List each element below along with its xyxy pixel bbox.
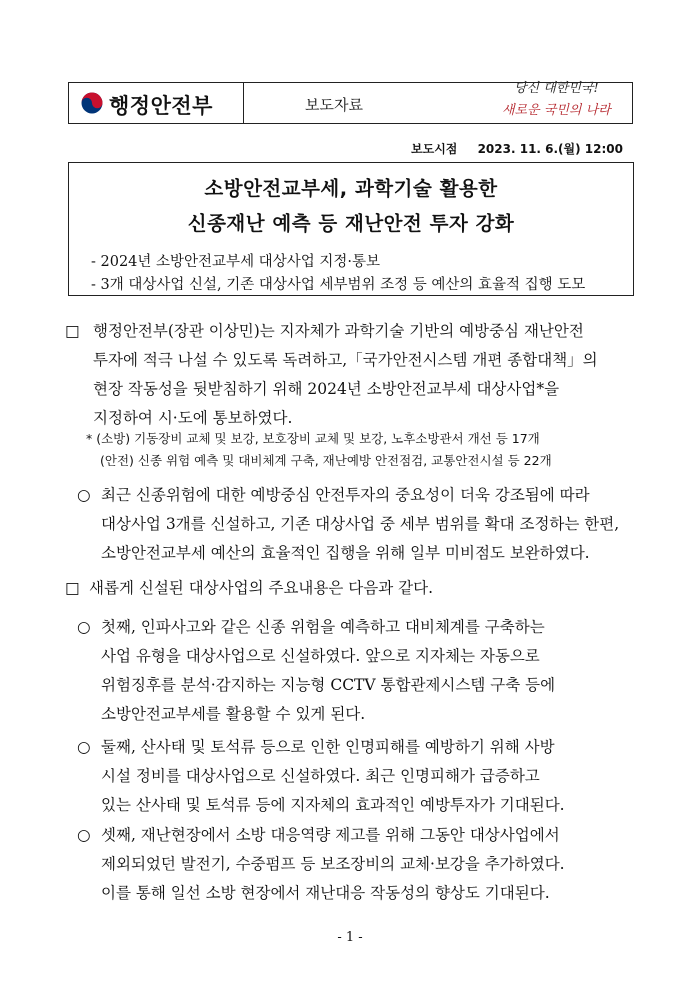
page-number: - 1 -: [337, 930, 363, 945]
paragraph-line: 지정하여 시·도에 통보하였다.: [93, 409, 293, 427]
square-bullet: □: [65, 579, 80, 597]
paragraph-second: [65, 733, 650, 820]
paragraph-line: 대상사업 3개를 신설하고, 기존 대상사업 중 세부 범위를 확대 조정하는 한편,: [101, 515, 620, 533]
paragraph-line: 있는 산사태 및 토석류 등에 지자체의 효과적인 예방투자가 기대된다.: [101, 796, 565, 814]
paragraph-line: 둘째, 산사태 및 토석류 등으로 인한 인명피해를 예방하기 위해 사방: [101, 738, 555, 756]
paragraph-line: 현장 작동성을 뒷받침하기 위해 2024년 소방안전교부세 대상사업*을: [93, 380, 560, 398]
subheadline-2: - 3개 대상사업 신설, 기존 대상사업 세부범위 조정 등 예산의 효율적 집행 도모: [91, 277, 586, 293]
paragraph-line: 새롭게 신설된 대상사업의 주요내용은 다음과 같다.: [89, 579, 433, 597]
release-time: 2023. 11. 6.(월) 12:00: [477, 142, 623, 156]
release-label: 보도시점: [411, 142, 458, 156]
paragraph-intro: [65, 317, 650, 433]
paragraph-overview: [65, 574, 650, 603]
paragraph-line: 소방안전교부세를 활용할 수 있게 된다.: [101, 705, 366, 723]
headline-box: [68, 162, 634, 296]
paragraph-line: 소방안전교부세 예산의 효율적인 집행을 위해 일부 미비점도 보완하였다.: [101, 544, 590, 562]
paragraph-line: 제외되었던 발전기, 수중펌프 등 보조장비의 교체·보강을 추가하였다.: [101, 855, 565, 873]
circle-bullet: ○: [77, 738, 91, 756]
paragraph-line: 셋째, 재난현장에서 소방 대응역량 제고를 위해 그동안 대상사업에서: [101, 826, 560, 844]
paragraph-third: [65, 821, 650, 908]
footnote-line-1: * (소방) 기동장비 교체 및 보강, 보호장비 교체 및 보강, 노후소방관서 개선 등 17개: [86, 431, 540, 446]
press-release-label: 보도자료: [305, 96, 363, 114]
paragraph-background: [65, 481, 650, 568]
paragraph-line: 사업 유형을 대상사업으로 신설하였다. 앞으로 지자체는 자동으로: [101, 647, 540, 665]
circle-bullet: ○: [77, 826, 91, 844]
headline-line-1: 소방안전교부세, 과학기술 활용한: [204, 177, 498, 200]
slogan-line-1: 당신 대한민국!: [514, 81, 599, 96]
footnote-line-2: (안전) 신종 위험 예측 및 대비체계 구축, 재난예방 안전점검, 교통안전시설 등 22개: [100, 453, 552, 468]
slogan-handwriting: [496, 70, 616, 126]
circle-bullet: ○: [77, 486, 91, 504]
headline-line-2: 신종재난 예측 등 재난안전 투자 강화: [187, 212, 515, 235]
paragraph-line: 행정안전부(장관 이상민)는 지자체가 과학기술 기반의 예방중심 재난안전: [93, 322, 584, 340]
paragraph-line: 이를 통해 일선 소방 현장에서 재난대응 작동성의 향상도 기대된다.: [101, 884, 550, 902]
footnote-block: [86, 428, 552, 472]
ministry-name: 행정안전부: [109, 94, 213, 118]
paragraph-line: 최근 신종위험에 대한 예방중심 안전투자의 중요성이 더욱 강조됨에 따라: [101, 486, 590, 504]
circle-bullet: ○: [77, 618, 91, 636]
paragraph-line: 첫째, 인파사고와 같은 신종 위험을 예측하고 대비체계를 구축하는: [101, 618, 545, 636]
paragraph-line: 투자에 적극 나설 수 있도록 독려하고,「국가안전시스템 개편 종합대책」의: [93, 351, 598, 369]
taegeuk-logo-icon: [81, 92, 103, 114]
slogan-line-2: 새로운 국민의 나라: [502, 103, 611, 118]
ministry-logo-area: [69, 83, 244, 123]
square-bullet: □: [65, 322, 80, 340]
subheadline-1: - 2024년 소방안전교부세 대상사업 지정·통보: [91, 254, 380, 270]
paragraph-line: 시설 정비를 대상사업으로 신설하였다. 최근 인명피해가 급증하고: [101, 767, 540, 785]
release-timing: [411, 140, 623, 157]
paragraph-first: [65, 613, 650, 729]
paragraph-line: 위험징후를 분석·감지하는 지능형 CCTV 통합관제시스템 구축 등에: [101, 676, 556, 694]
